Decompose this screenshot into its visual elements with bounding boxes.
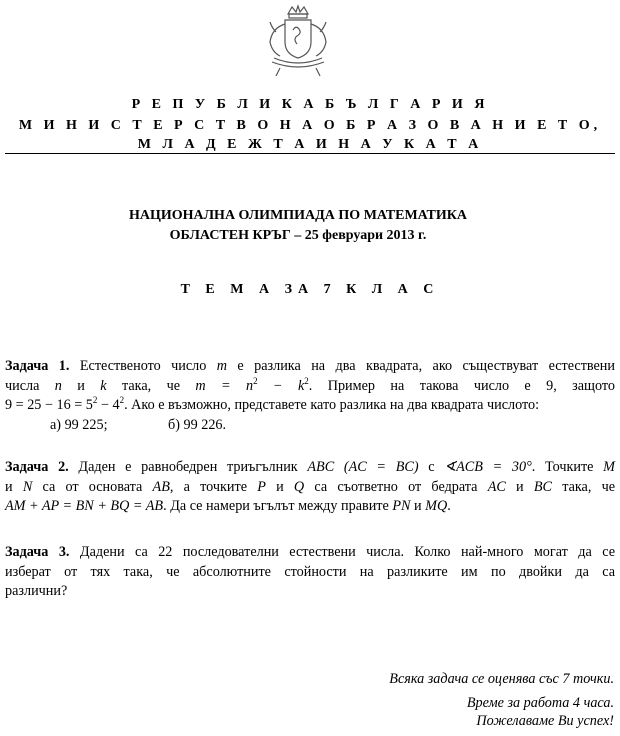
olympiad-title: НАЦИОНАЛНА ОЛИМПИАДА ПО МАТЕМАТИКА: [128, 208, 468, 223]
task-2-label: Задача 2.: [5, 459, 69, 475]
task-1: Задача 1. Естественото число m е разлика на два квадрата, ако съществуват естествени числа n и k така, че $m = n^2 - k^2$. Пример на такова число е 9, защото $9 = 25 - 16 = 5^2 - 4^2$. Ако е възможно, представете като разлика на два квадрата числото:: [5, 358, 615, 413]
header-ministry: М И Н И С Т Е Р С Т В О Н А О Б Р А З О В А Н И Е Т О,: [18, 118, 602, 133]
header-republic: Р Е П У Б Л И К А Б Ъ Л Г А Р И Я: [131, 97, 489, 112]
task-1-label: Задача 1.: [5, 358, 70, 374]
task-2: Задача 2. Даден е равнобедрен триъгълник ABC (AC = BC) с ∢ACB = 30°. Точките M и N са от основата AB, а точките P и Q са съответно от бедрата AC и BC така, че AM + AP = BN + BQ = AB. Да се намери ъгълът между правите PN и MQ.: [5, 459, 616, 514]
task-1-option-a: а) 99 225;: [50, 417, 108, 433]
grade-theme: Т Е М А ЗА 7 К Л А С: [180, 282, 440, 297]
footer-wish: Пожелаваме Ви успех!: [476, 713, 614, 729]
olympiad-subtitle: ОБЛАСТЕН КРЪГ – 25 февруари 2013 г.: [169, 228, 427, 243]
header-divider: [5, 153, 615, 154]
task-3: Задача 3. Дадени са 22 последователни естествени числа. Колко най-много могат да се изберат от тях така, че абсолютните стойности на разликите им по двойки да са различни?: [5, 544, 615, 599]
coat-of-arms-icon: [258, 2, 338, 82]
header-youth-science: М Л А Д Е Ж Т А И Н А У К А Т А: [137, 137, 483, 152]
footer-scoring: Всяка задача се оценява със 7 точки.: [389, 671, 614, 687]
task-1-options: [50, 417, 226, 434]
task-3-label: Задача 3.: [5, 544, 70, 560]
footer-time: Време за работа 4 часа.: [466, 695, 614, 711]
task-1-option-b: б) 99 226.: [168, 417, 227, 433]
